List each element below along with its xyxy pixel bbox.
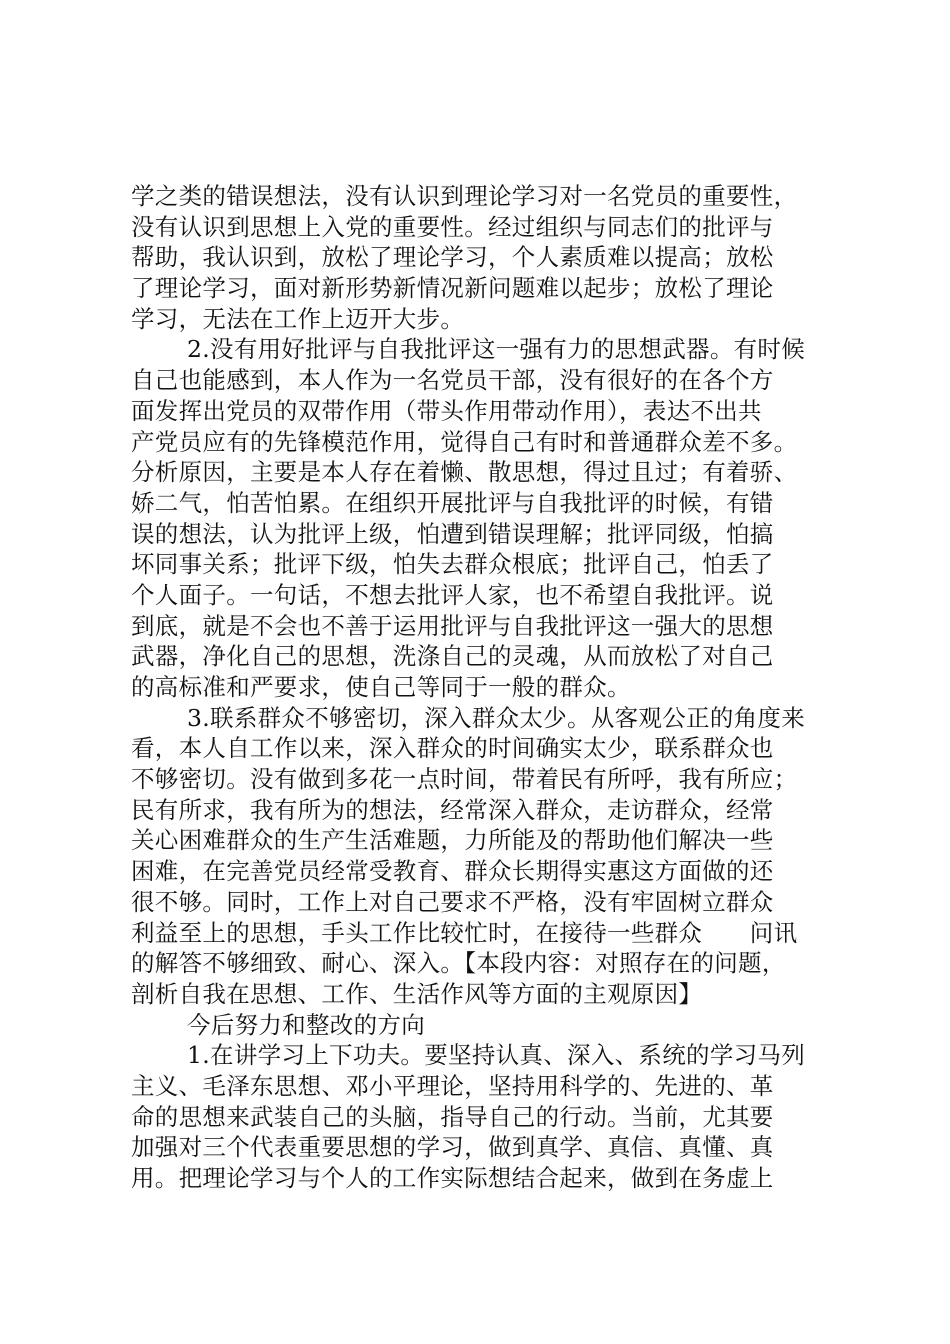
text-line: 3.联系群众不够密切，深入群众太少。从客观公正的角度来 — [187, 703, 806, 732]
text-line: 武器，净化自己的思想，洗涤自己的灵魂，从而放松了对自己 — [131, 642, 774, 671]
text-line: 民有所求，我有所为的想法，经常深入群众，走访群众，经常 — [131, 795, 774, 824]
text-line: 帮助，我认识到，放松了理论学习，个人素质难以提高；放松 — [131, 243, 774, 272]
text-line: 坏同事关系；批评下级，怕失去群众根底；批评自己，怕丢了 — [131, 550, 774, 579]
text-line: 误的想法，认为批评上级，怕遭到错误理解；批评同级，怕搞 — [131, 519, 774, 548]
text-line: 自己也能感到，本人作为一名党员干部，没有很好的在各个方 — [131, 366, 774, 395]
text-line: 2.没有用好批评与自我批评这一强有力的思想武器。有时候 — [187, 335, 806, 364]
text-line: 利益至上的思想，手头工作比较忙时，在接待一些群众 问讯 — [131, 918, 798, 947]
text-line: 关心困难群众的生产生活难题，力所能及的帮助他们解决一些 — [131, 826, 774, 855]
text-line: 今后努力和整改的方向 — [187, 1010, 425, 1039]
text-line: 用。把理论学习与个人的工作实际想结合起来，做到在务虚上 — [131, 1164, 774, 1192]
text-line: 学习，无法在工作上迈开大步。 — [131, 304, 465, 333]
text-line: 面发挥出党员的双带作用（带头作用带动作用），表达不出共 — [131, 396, 762, 425]
text-line: 主义、毛泽东思想、邓小平理论，坚持用科学的、先进的、革 — [131, 1071, 774, 1100]
text-line: 1.在讲学习上下功夫。要坚持认真、深入、系统的学习马列 — [187, 1041, 806, 1070]
text-line: 分析原因，主要是本人存在着懒、散思想，得过且过；有着骄、 — [131, 458, 798, 487]
text-line: 产党员应有的先锋模范作用，觉得自己有时和普通群众差不多。 — [131, 427, 798, 456]
text-line: 娇二气，怕苦怕累。在组织开展批评与自我批评的时候，有错 — [131, 488, 774, 517]
text-line: 剖析自我在思想、工作、生活作风等方面的主观原因】 — [131, 979, 703, 1008]
text-line: 没有认识到思想上入党的重要性。经过组织与同志们的批评与 — [131, 212, 774, 241]
text-line: 看，本人自工作以来，深入群众的时间确实太少，联系群众也 — [131, 734, 774, 763]
text-line: 不够密切。没有做到多花一点时间，带着民有所呼，我有所应； — [131, 765, 798, 794]
text-line: 到底，就是不会也不善于运用批评与自我批评这一强大的思想 — [131, 611, 774, 640]
text-line: 的高标准和严要求，使自己等同于一般的群众。 — [131, 673, 631, 701]
text-line: 学之类的错误想法，没有认识到理论学习对一名党员的重要性， — [131, 182, 798, 210]
text-line: 的解答不够细致、耐心、深入。【本段内容：对照存在的问题， — [131, 949, 786, 978]
text-line: 加强对三个代表重要思想的学习，做到真学、真信、真懂、真 — [131, 1133, 774, 1162]
text-line: 命的思想来武装自己的头脑，指导自己的行动。当前，尤其要 — [131, 1102, 774, 1131]
document-body — [131, 181, 831, 1194]
text-line: 了理论学习，面对新形势新情况新问题难以起步；放松了理论 — [131, 274, 774, 303]
text-line: 困难，在完善党员经常受教育、群众长期得实惠这方面做的还 — [131, 857, 774, 886]
text-line: 个人面子。一句话，不想去批评人家，也不希望自我批评。说 — [131, 580, 774, 609]
text-line: 很不够。同时，工作上对自己要求不严格，没有牢固树立群众 — [131, 887, 774, 916]
